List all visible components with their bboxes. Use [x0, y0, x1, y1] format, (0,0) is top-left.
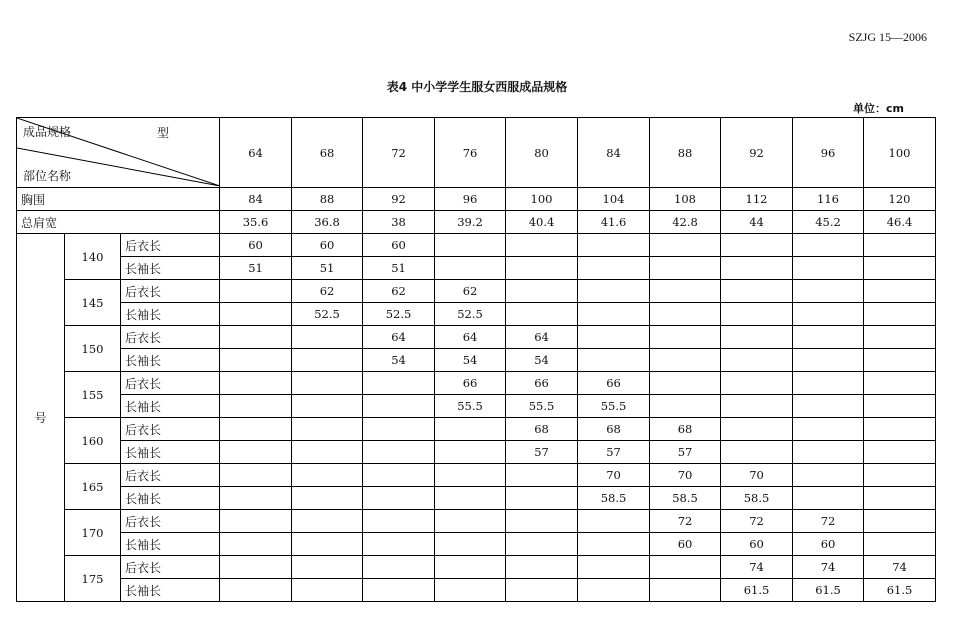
back-length-value [793, 464, 864, 487]
back-length-value [220, 326, 292, 349]
sleeve-length-value: 51 [220, 257, 292, 280]
back-length-value [864, 280, 936, 303]
sleeve-length-value [864, 349, 936, 372]
sleeve-length-value: 58.5 [578, 487, 650, 510]
sleeve-length-value [506, 257, 578, 280]
shoulder-label: 总肩宽 [17, 211, 220, 234]
sleeve-length-value [435, 533, 506, 556]
sleeve-length-value [363, 579, 435, 602]
sleeve-length-value [435, 257, 506, 280]
sleeve-length-row [17, 303, 936, 326]
sleeve-length-value: 54 [506, 349, 578, 372]
back-length-value [292, 326, 363, 349]
size-group-label: 号 [17, 234, 65, 602]
sleeve-length-label: 长袖长 [121, 487, 220, 510]
back-length-value [793, 372, 864, 395]
back-length-label: 后衣长 [121, 372, 220, 395]
back-length-value: 64 [435, 326, 506, 349]
shoulder-value: 35.6 [220, 211, 292, 234]
sleeve-length-value: 58.5 [721, 487, 793, 510]
back-length-value [506, 280, 578, 303]
bust-value: 104 [578, 188, 650, 211]
bust-value: 108 [650, 188, 721, 211]
sleeve-length-value [435, 487, 506, 510]
back-length-value [793, 326, 864, 349]
sleeve-length-value: 55.5 [506, 395, 578, 418]
back-length-row [17, 510, 936, 533]
bust-value: 92 [363, 188, 435, 211]
sleeve-length-value [721, 349, 793, 372]
type-header: 88 [650, 118, 721, 188]
sleeve-length-value [578, 349, 650, 372]
sleeve-length-value [864, 395, 936, 418]
shoulder-value: 42.8 [650, 211, 721, 234]
shoulder-value: 36.8 [292, 211, 363, 234]
back-length-value [435, 418, 506, 441]
back-length-value [721, 326, 793, 349]
sleeve-length-value [220, 395, 292, 418]
shoulder-value: 38 [363, 211, 435, 234]
sleeve-length-value [292, 395, 363, 418]
shoulder-value: 40.4 [506, 211, 578, 234]
unit-label: 单位：cm [853, 102, 904, 115]
sleeve-length-value [650, 257, 721, 280]
standard-code: SZJG 15—2006 [848, 30, 927, 44]
back-length-value: 70 [721, 464, 793, 487]
sleeve-length-label: 长袖长 [121, 533, 220, 556]
sleeve-length-value: 51 [363, 257, 435, 280]
back-length-value [650, 234, 721, 257]
size-height: 155 [65, 372, 121, 418]
sleeve-length-label: 长袖长 [121, 579, 220, 602]
back-length-value: 60 [292, 234, 363, 257]
sleeve-length-value [650, 349, 721, 372]
table-body [17, 118, 936, 602]
size-height: 175 [65, 556, 121, 602]
sleeve-length-value [292, 533, 363, 556]
sleeve-length-row [17, 349, 936, 372]
back-length-value [864, 234, 936, 257]
sleeve-length-value: 57 [578, 441, 650, 464]
back-length-value [578, 326, 650, 349]
size-height: 170 [65, 510, 121, 556]
sleeve-length-value: 52.5 [292, 303, 363, 326]
sleeve-length-value [363, 533, 435, 556]
sleeve-length-value [363, 441, 435, 464]
back-length-value [650, 280, 721, 303]
sleeve-length-value [220, 533, 292, 556]
back-length-value [363, 464, 435, 487]
sleeve-length-value [506, 487, 578, 510]
back-length-value [220, 464, 292, 487]
size-height: 145 [65, 280, 121, 326]
back-length-value: 74 [793, 556, 864, 579]
back-length-value: 72 [721, 510, 793, 533]
sleeve-length-value [650, 395, 721, 418]
size-height: 140 [65, 234, 121, 280]
sleeve-length-value [292, 349, 363, 372]
sleeve-length-value [793, 395, 864, 418]
corner-label-spec: 成品规格 [23, 125, 72, 139]
type-header: 100 [864, 118, 936, 188]
back-length-value [578, 556, 650, 579]
back-length-value [220, 372, 292, 395]
sleeve-length-value [793, 303, 864, 326]
sleeve-length-value [721, 303, 793, 326]
sleeve-length-value [220, 579, 292, 602]
type-header: 72 [363, 118, 435, 188]
bust-value: 84 [220, 188, 292, 211]
bust-label: 胸围 [17, 188, 220, 211]
back-length-value [721, 418, 793, 441]
back-length-value [292, 556, 363, 579]
back-length-value [650, 326, 721, 349]
back-length-value: 68 [650, 418, 721, 441]
sleeve-length-value [793, 349, 864, 372]
size-height: 150 [65, 326, 121, 372]
back-length-value: 66 [506, 372, 578, 395]
sleeve-length-value [292, 579, 363, 602]
back-length-value: 64 [506, 326, 578, 349]
back-length-row [17, 556, 936, 579]
sleeve-length-value [363, 487, 435, 510]
sleeve-length-value: 54 [363, 349, 435, 372]
sleeve-length-value [292, 487, 363, 510]
back-length-value: 60 [220, 234, 292, 257]
back-length-value [506, 234, 578, 257]
back-length-value: 60 [363, 234, 435, 257]
sleeve-length-value [220, 487, 292, 510]
type-header: 96 [793, 118, 864, 188]
back-length-value: 62 [435, 280, 506, 303]
sleeve-length-value [506, 303, 578, 326]
shoulder-row [17, 211, 936, 234]
back-length-label: 后衣长 [121, 280, 220, 303]
back-length-value [363, 418, 435, 441]
shoulder-value: 41.6 [578, 211, 650, 234]
back-length-value [650, 372, 721, 395]
sleeve-length-value [721, 257, 793, 280]
back-length-row [17, 464, 936, 487]
back-length-label: 后衣长 [121, 464, 220, 487]
sleeve-length-value: 55.5 [435, 395, 506, 418]
header-row [17, 118, 936, 188]
type-header: 64 [220, 118, 292, 188]
sleeve-length-value [721, 395, 793, 418]
type-header: 92 [721, 118, 793, 188]
back-length-value [435, 464, 506, 487]
shoulder-value: 44 [721, 211, 793, 234]
back-length-value [506, 556, 578, 579]
back-length-value [292, 510, 363, 533]
back-length-label: 后衣长 [121, 418, 220, 441]
sleeve-length-value [864, 303, 936, 326]
sleeve-length-value: 52.5 [435, 303, 506, 326]
back-length-value [793, 234, 864, 257]
sleeve-length-label: 长袖长 [121, 257, 220, 280]
back-length-value [292, 464, 363, 487]
sleeve-length-value: 54 [435, 349, 506, 372]
back-length-value [578, 510, 650, 533]
back-length-value [793, 418, 864, 441]
back-length-value [864, 464, 936, 487]
back-length-value [435, 556, 506, 579]
sleeve-length-value [578, 533, 650, 556]
back-length-value: 72 [650, 510, 721, 533]
back-length-label: 后衣长 [121, 510, 220, 533]
back-length-value [292, 372, 363, 395]
back-length-value [578, 280, 650, 303]
back-length-value [506, 510, 578, 533]
back-length-value: 64 [363, 326, 435, 349]
sleeve-length-value [864, 441, 936, 464]
back-length-value: 62 [292, 280, 363, 303]
sleeve-length-value [721, 441, 793, 464]
back-length-value: 68 [506, 418, 578, 441]
sleeve-length-value: 60 [721, 533, 793, 556]
bust-value: 96 [435, 188, 506, 211]
sleeve-length-label: 长袖长 [121, 395, 220, 418]
sleeve-length-value [220, 349, 292, 372]
size-height: 160 [65, 418, 121, 464]
back-length-value [220, 418, 292, 441]
sleeve-length-value [864, 533, 936, 556]
sleeve-length-value [292, 441, 363, 464]
sleeve-length-value [793, 441, 864, 464]
bust-value: 88 [292, 188, 363, 211]
back-length-value [363, 556, 435, 579]
sleeve-length-value: 57 [506, 441, 578, 464]
sleeve-length-value [363, 395, 435, 418]
bust-row [17, 188, 936, 211]
type-header: 68 [292, 118, 363, 188]
back-length-value: 72 [793, 510, 864, 533]
back-length-value [292, 418, 363, 441]
back-length-row [17, 418, 936, 441]
sleeve-length-value: 57 [650, 441, 721, 464]
sleeve-length-value: 60 [793, 533, 864, 556]
sleeve-length-value [793, 257, 864, 280]
back-length-value: 70 [578, 464, 650, 487]
sleeve-length-label: 长袖长 [121, 349, 220, 372]
back-length-value [220, 556, 292, 579]
sleeve-length-value [578, 257, 650, 280]
sleeve-length-value: 55.5 [578, 395, 650, 418]
sleeve-length-value [435, 441, 506, 464]
back-length-value: 66 [435, 372, 506, 395]
size-height: 165 [65, 464, 121, 510]
sleeve-length-value [864, 487, 936, 510]
sleeve-length-value: 52.5 [363, 303, 435, 326]
sleeve-length-value [220, 303, 292, 326]
corner-label-type: 型 [157, 126, 170, 140]
back-length-row [17, 372, 936, 395]
back-length-value: 74 [864, 556, 936, 579]
sleeve-length-row [17, 487, 936, 510]
sleeve-length-value [578, 579, 650, 602]
back-length-value [435, 234, 506, 257]
sleeve-length-value [506, 579, 578, 602]
back-length-value [864, 510, 936, 533]
back-length-label: 后衣长 [121, 234, 220, 257]
shoulder-value: 45.2 [793, 211, 864, 234]
back-length-value [864, 418, 936, 441]
type-header: 80 [506, 118, 578, 188]
sleeve-length-value [506, 533, 578, 556]
corner-label-part: 部位名称 [23, 169, 72, 183]
sleeve-length-value: 51 [292, 257, 363, 280]
back-length-row [17, 326, 936, 349]
back-length-row [17, 234, 936, 257]
back-length-value [864, 372, 936, 395]
back-length-value [363, 510, 435, 533]
back-length-value [506, 464, 578, 487]
back-length-value: 62 [363, 280, 435, 303]
back-length-value: 74 [721, 556, 793, 579]
back-length-value [721, 280, 793, 303]
back-length-row [17, 280, 936, 303]
shoulder-value: 46.4 [864, 211, 936, 234]
sleeve-length-value [793, 487, 864, 510]
sleeve-length-value: 61.5 [864, 579, 936, 602]
sleeve-length-value: 61.5 [793, 579, 864, 602]
back-length-value [363, 372, 435, 395]
type-header: 76 [435, 118, 506, 188]
sleeve-length-row [17, 533, 936, 556]
back-length-label: 后衣长 [121, 326, 220, 349]
back-length-label: 后衣长 [121, 556, 220, 579]
bust-value: 112 [721, 188, 793, 211]
back-length-value [220, 510, 292, 533]
sleeve-length-value: 58.5 [650, 487, 721, 510]
back-length-value [650, 556, 721, 579]
bust-value: 100 [506, 188, 578, 211]
table-title: 表4 中小学学生服女西服成品规格 [386, 80, 568, 94]
sleeve-length-row [17, 441, 936, 464]
sleeve-length-value: 60 [650, 533, 721, 556]
back-length-value: 66 [578, 372, 650, 395]
bust-value: 120 [864, 188, 936, 211]
sleeve-length-label: 长袖长 [121, 441, 220, 464]
size-spec-table [16, 117, 936, 602]
corner-header-cell [17, 118, 220, 188]
sleeve-length-value [650, 303, 721, 326]
back-length-value: 70 [650, 464, 721, 487]
back-length-value [864, 326, 936, 349]
back-length-value [220, 280, 292, 303]
sleeve-length-label: 长袖长 [121, 303, 220, 326]
sleeve-length-row [17, 395, 936, 418]
sleeve-length-value [650, 579, 721, 602]
back-length-value [793, 280, 864, 303]
back-length-value [578, 234, 650, 257]
back-length-value [435, 510, 506, 533]
sleeve-length-value: 61.5 [721, 579, 793, 602]
back-length-value: 68 [578, 418, 650, 441]
sleeve-length-row [17, 257, 936, 280]
sleeve-length-value [220, 441, 292, 464]
back-length-value [721, 234, 793, 257]
back-length-value [721, 372, 793, 395]
sleeve-length-value [435, 579, 506, 602]
type-header: 84 [578, 118, 650, 188]
bust-value: 116 [793, 188, 864, 211]
sleeve-length-value [578, 303, 650, 326]
sleeve-length-row [17, 579, 936, 602]
sleeve-length-value [864, 257, 936, 280]
shoulder-value: 39.2 [435, 211, 506, 234]
